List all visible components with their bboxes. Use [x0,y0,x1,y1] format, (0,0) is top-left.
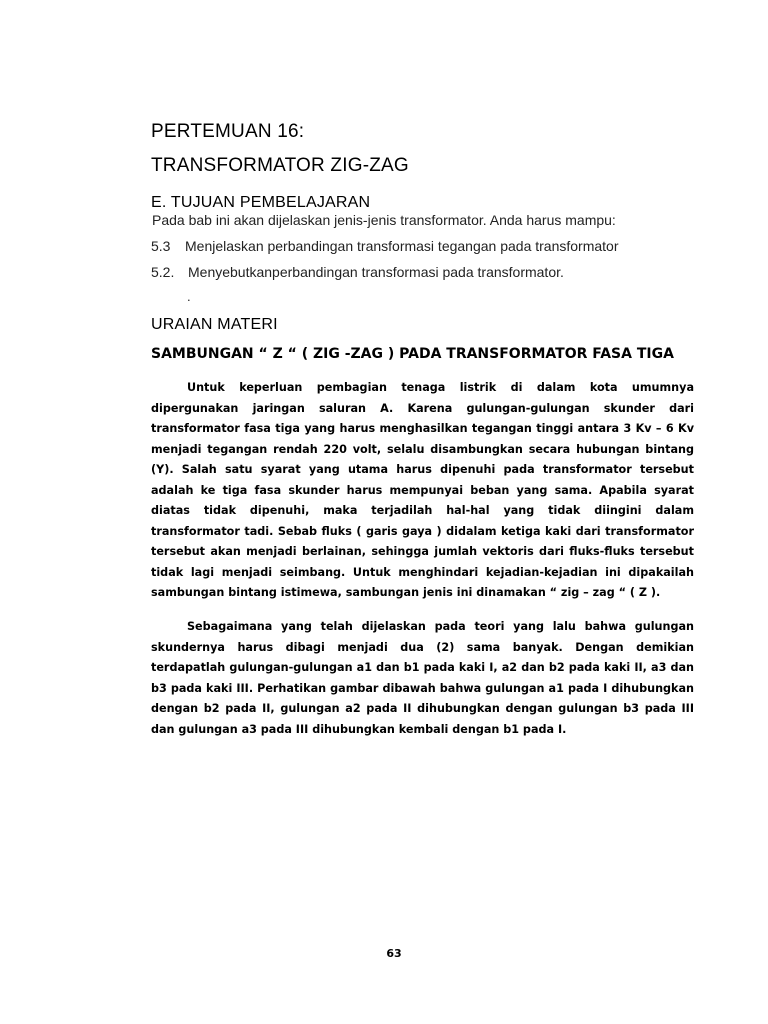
trailing-mark: . [187,289,191,304]
body-paragraph: Sebagaimana yang telah dijelaskan pada teori yang lalu bahwa gulungan skundernya harus dibagi menjadi dua (2) sama banyak. Dengan demikian terdapatlah gulungan-gulungan a1 dan b1 pada kaki I, a2 dan b2 pada kaki II, a3 dan b3 pada kaki III. Perhatikan gambar dibawah bahwa gulungan a1 pada I dihubungkan dengan b2 pada II, gulungan a2 pada II dihubungkan dengan gulungan b3 pada III dan gulungan a3 pada III dihubungkan kembali dengan b1 pada I. [151,620,694,736]
meeting-title: PERTEMUAN 16: [151,121,305,142]
material-subheading: SAMBUNGAN “ Z “ ( ZIG -ZAG ) PADA TRANSFORMATOR FASA TIGA [151,346,674,362]
objectives-intro: Pada bab ini akan dijelaskan jenis-jenis transformator. Anda harus mampu: [152,212,616,228]
page-number: 63 [386,947,402,960]
body-paragraph: Untuk keperluan pembagian tenaga listrik di dalam kota umumnya dipergunakan jaringan saluran A. Karena gulungan-gulungan skunder dari transformator fasa tiga yang harus menghasilkan tegangan tinggi antara 3 Kv – 6 Kv menjadi tegangan rendah 220 volt, selalu disambungkan secara hubungan bintang (Y). Salah satu syarat yang utama harus dipenuhi pada transformator tersebut adalah ke tiga fasa skunder harus mempunyai beban yang sama. Apabila syarat diatas tidak dipenuhi, maka terjadilah hal-hal yang tidak diingini dalam transformator tadi. Sebab fluks ( garis gaya ) didalam ketiga kaki dari transformator tersebut akan menjadi berlainan, sehingga jumlah vektoris dari fluks-fluks tersebut tidak lagi menjadi seimbang. Untuk menghindari kejadian-kejadian ini dipakailah sambungan bintang istimewa, sambungan jenis ini dinamakan “ zig – zag “ ( Z ). [151,381,694,599]
objective-item [151,238,619,254]
objectives-heading: E. TUJUAN PEMBELAJARAN [151,194,371,211]
objective-number: 5.3 [151,238,171,254]
objective-number: 5.2. [151,264,175,280]
material-heading: URAIAN MATERI [151,316,278,333]
objective-text: Menjelaskan perbandingan transformasi tegangan pada transformator [185,238,619,254]
objective-text: Menyebutkanperbandingan transformasi pada transformator. [188,264,564,280]
topic-title: TRANSFORMATOR ZIG-ZAG [151,155,409,176]
objective-item [151,264,564,280]
